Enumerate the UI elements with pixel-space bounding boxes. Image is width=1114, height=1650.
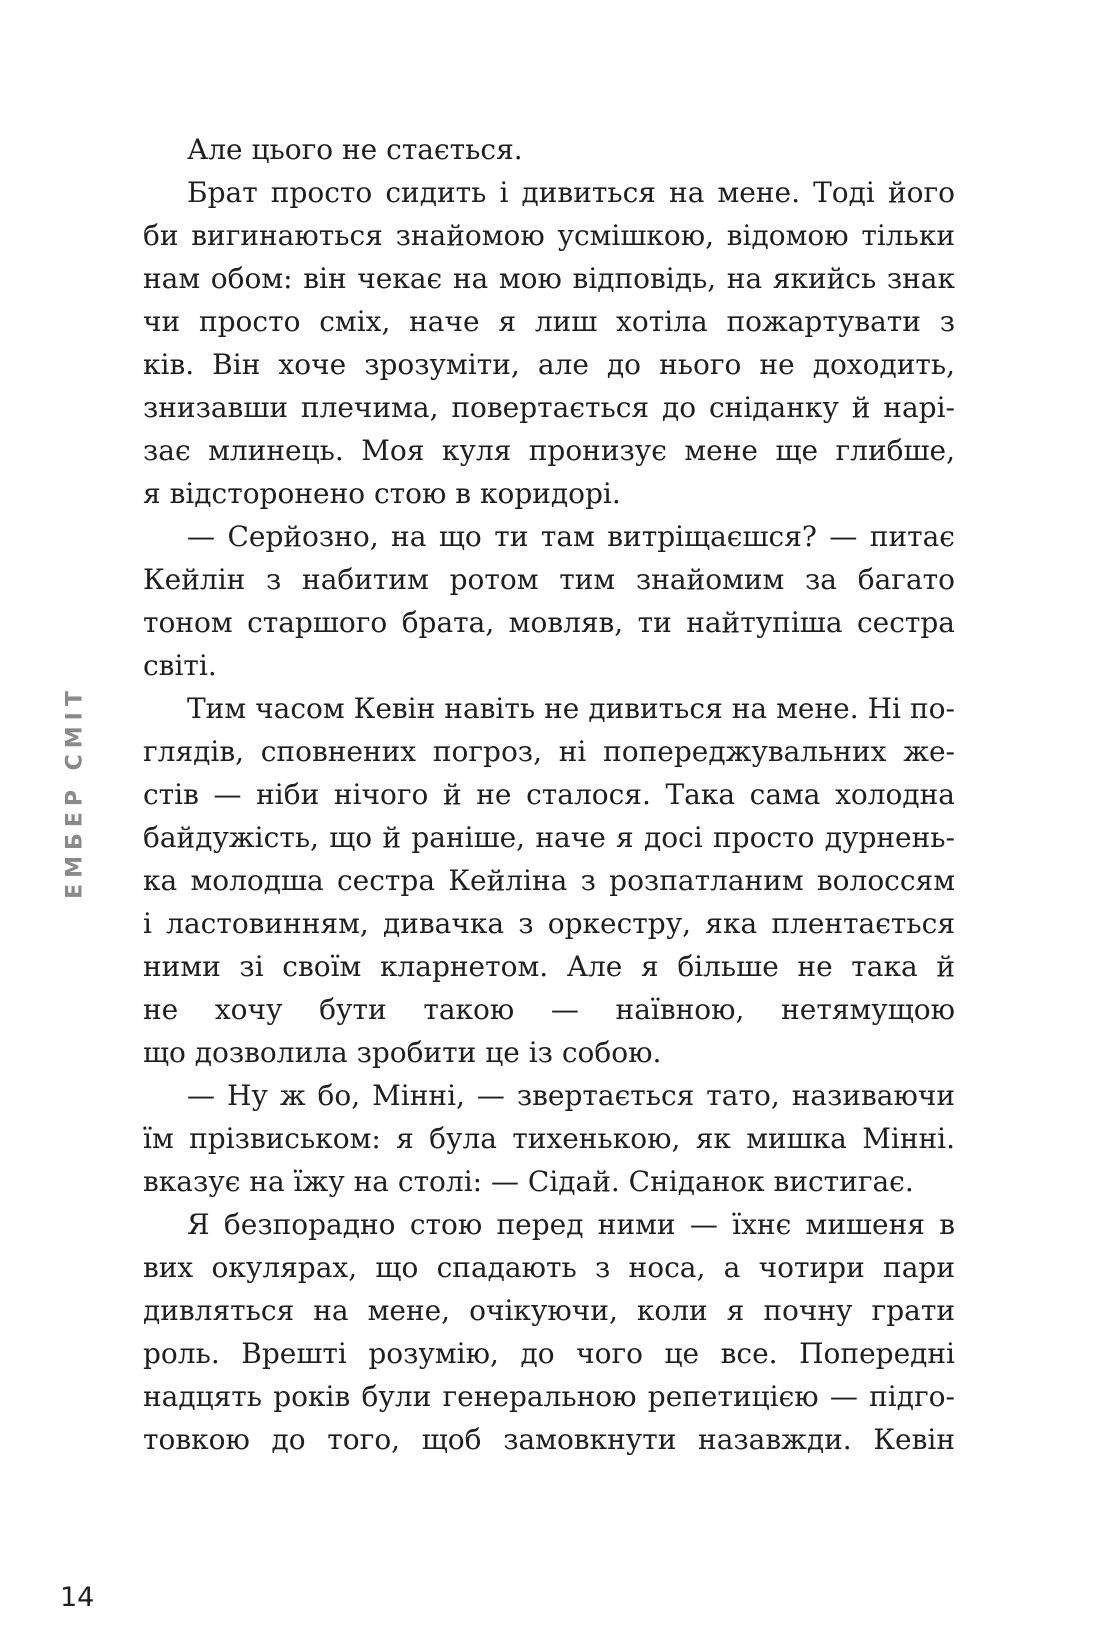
- text-line: чи просто сміх, наче я лиш хотіла пожартувати з: [143, 305, 955, 338]
- running-head-author: [40, 672, 110, 912]
- text-line: не хочу бути такою — наївною, нетямущою: [143, 993, 955, 1026]
- text-line: знизавши плечима, повертається до сніданку й нарі-: [143, 391, 955, 424]
- text-line: надцять років були генеральною репетицією — підго-: [143, 1380, 955, 1413]
- text-line: вказує на їжу на столі: — Сідай. Сніданок вистигає.: [143, 1165, 914, 1198]
- text-line: байдужість, що й раніше, наче я досі просто дурнень-: [143, 821, 955, 854]
- text-line: Я безпорадно стою перед ними — їхнє мишеня в: [187, 1208, 955, 1241]
- text-line: вих окулярах, що спадають з носа, а чотири пари: [143, 1251, 955, 1284]
- text-line: Тим часом Кевін навіть не дивиться на мене. Ні по-: [187, 692, 955, 725]
- text-line: що дозволила зробити це із собою.: [143, 1036, 662, 1069]
- text-line: — Ну ж бо, Мінні, — звертається тато, називаючи: [187, 1079, 955, 1112]
- text-line: нам обом: він чекає на мою відповідь, на якийсь знак: [143, 262, 955, 295]
- text-line: товкою до того, щоб замовкнути назавжди. Кевін: [143, 1423, 955, 1456]
- running-head-label: ЕМБЕР СМІТ: [62, 685, 88, 899]
- text-line: світі.: [143, 649, 217, 682]
- text-line: Брат просто сидить і дивиться на мене. Тоді його: [187, 176, 955, 209]
- text-line: і ластовинням, дивачка з оркестру, яка плентається: [143, 907, 955, 940]
- text-line: стів — ніби нічого й не сталося. Така сама холодна: [143, 778, 955, 811]
- text-line: їм прізвиськом: я була тихенькою, як мишка Мінні.: [143, 1122, 955, 1155]
- text-line: би вигинаються знайомою усмішкою, відомою тільки: [143, 219, 955, 252]
- body-text: [143, 128, 955, 1461]
- text-line: ка молодша сестра Кейліна з розпатланим волоссям: [143, 864, 955, 897]
- text-line: роль. Врешті розумію, до чого це все. Попередні: [143, 1337, 955, 1370]
- text-line: тоном старшого брата, мовляв, ти найтупіша сестра: [143, 606, 955, 639]
- text-line: ків. Він хоче зрозуміти, але до нього не доходить,: [143, 348, 955, 381]
- text-line: — Серйозно, на що ти там витріщаєшся? — питає: [187, 520, 955, 553]
- text-line: дивляться на мене, очікуючи, коли я почну грати: [143, 1294, 955, 1327]
- text-line: глядів, сповнених погроз, ні попереджувальних же-: [143, 735, 955, 768]
- text-line: Але цього не стається.: [187, 133, 523, 166]
- text-line: ними зі своїм кларнетом. Але я більше не така й: [143, 950, 955, 983]
- page-number: 14: [60, 1582, 95, 1613]
- text-line: я відсторонено стою в коридорі.: [143, 477, 621, 510]
- text-line: зає млинець. Моя куля пронизує мене ще глибше,: [143, 434, 955, 467]
- text-line: Кейлін з набитим ротом тим знайомим за багато: [143, 563, 955, 596]
